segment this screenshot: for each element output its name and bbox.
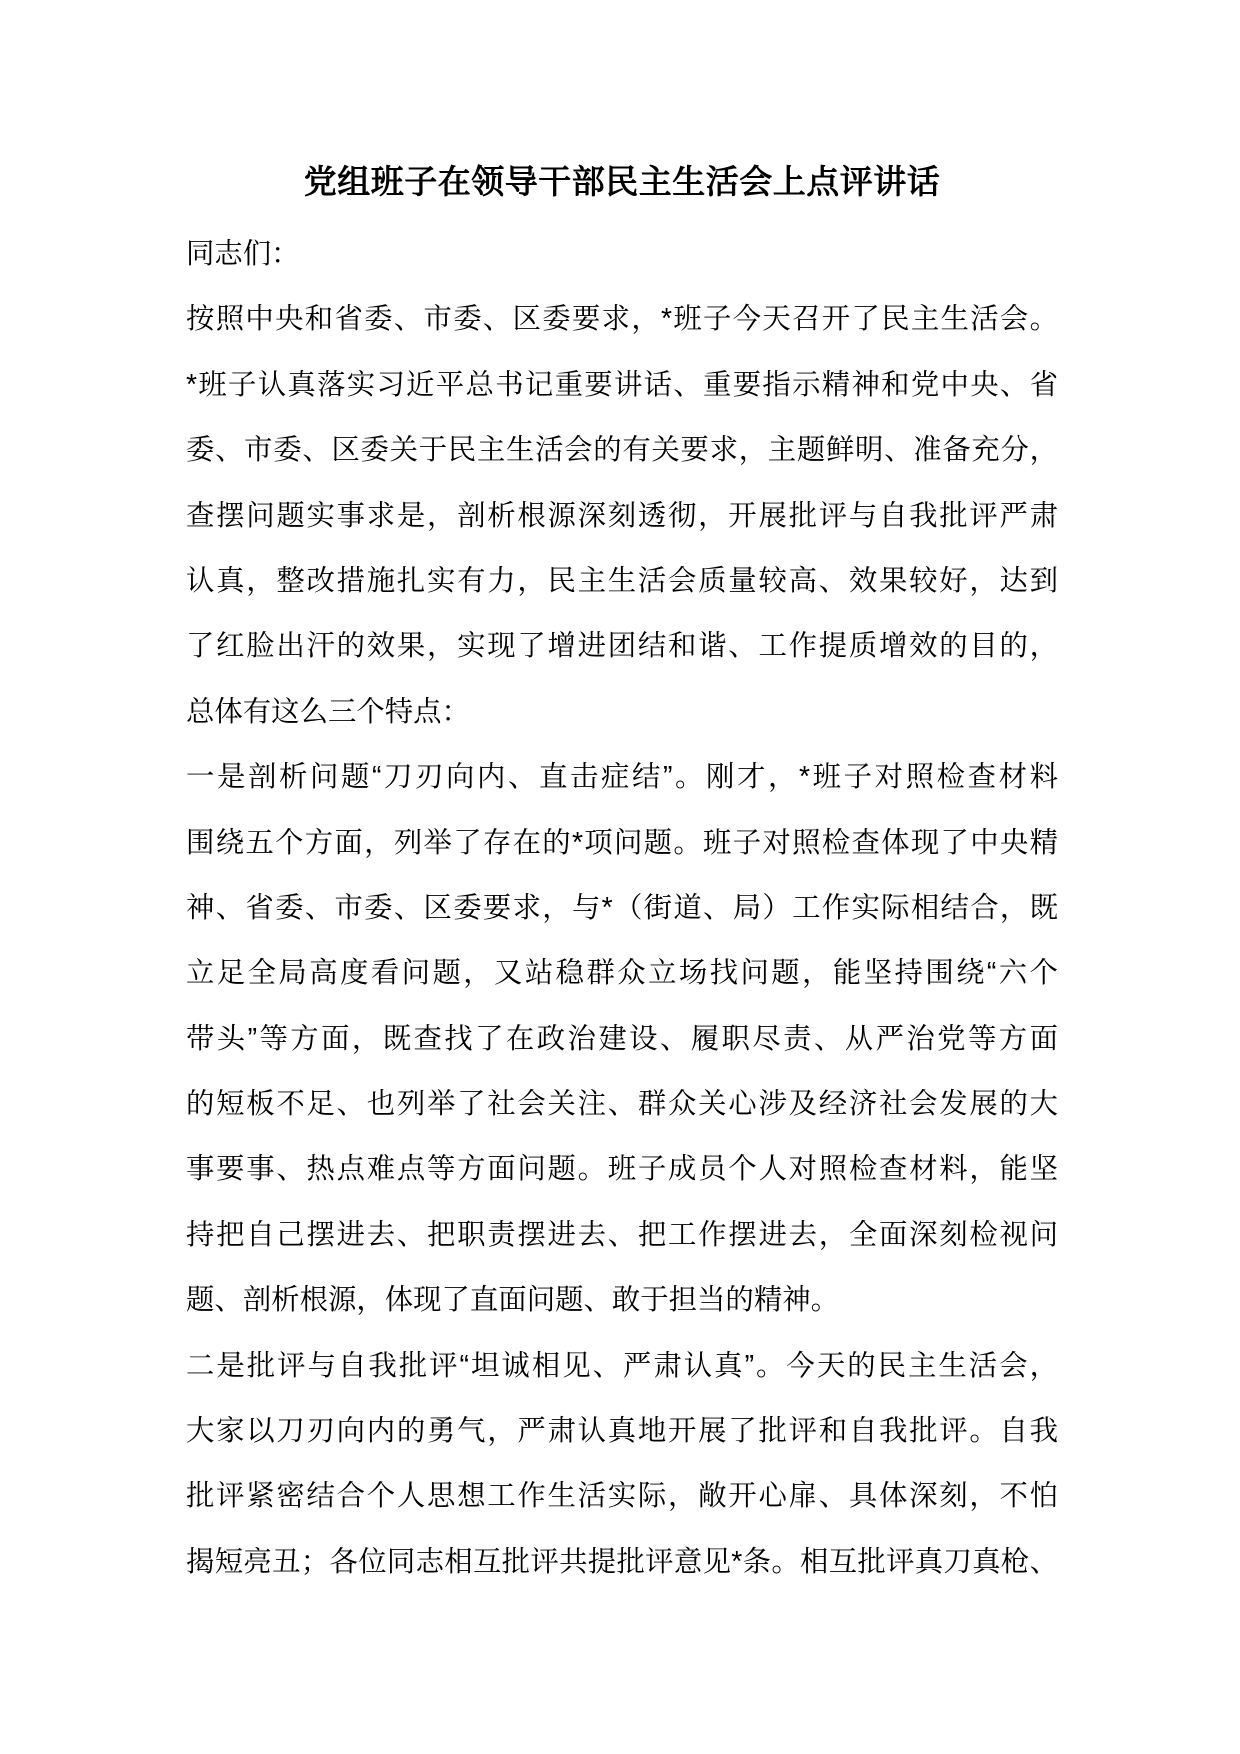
document-body	[186, 222, 1058, 1595]
document-line: 题、剖析根源，体现了直面问题、敢于担当的精神。	[186, 1284, 839, 1317]
document-line: *班子认真落实习近平总书记重要讲话、重要指示精神和党中央、省	[186, 368, 1058, 401]
document-line: 批评紧密结合个人思想工作生活实际，敞开心扉、具体深刻，不怕	[186, 1480, 1058, 1513]
document-line: 持把自己摆进去、把职责摆进去、把工作摆进去，全面深刻检视问	[186, 1218, 1058, 1251]
document-line: 带头”等方面，既查找了在政治建设、履职尽责、从严治党等方面	[186, 1022, 1058, 1055]
document-line: 认真，整改措施扎实有力，民主生活会质量较高、效果较好，达到	[186, 564, 1058, 597]
document-line: 同志们：	[186, 238, 300, 270]
document-line: 委、市委、区委关于民主生活会的有关要求，主题鲜明、准备充分，	[186, 434, 1058, 467]
document-line: 的短板不足、也列举了社会关注、群众关心涉及经济社会发展的大	[186, 1088, 1058, 1121]
paragraph	[186, 287, 1058, 745]
paragraph	[186, 222, 1058, 287]
document-line: 二是批评与自我批评“坦诚相见、严肃认真”。今天的民主生活会，	[186, 1349, 1058, 1382]
document-line: 总体有这么三个特点：	[186, 695, 470, 728]
document-line: 一是剖析问题“刀刃向内、直击症结”。刚才，*班子对照检查材料	[186, 761, 1058, 794]
document-line: 大家以刀刃向内的勇气，严肃认真地开展了批评和自我批评。自我	[186, 1415, 1058, 1448]
document-line: 查摆问题实事求是，剖析根源深刻透彻，开展批评与自我批评严肃	[186, 499, 1058, 532]
paragraph	[186, 745, 1058, 1334]
document-line: 神、省委、市委、区委要求，与*（街道、局）工作实际相结合，既	[186, 891, 1058, 924]
document-line: 按照中央和省委、市委、区委要求，*班子今天召开了民主生活会。	[186, 303, 1058, 336]
document-title: 党组班子在领导干部民主生活会上点评讲话	[303, 163, 941, 200]
document-line: 围绕五个方面，列举了存在的*项问题。班子对照检查体现了中央精	[186, 826, 1058, 859]
document-line: 揭短亮丑；各位同志相互批评共提批评意见*条。相互批评真刀真枪、	[186, 1545, 1058, 1578]
document-line: 事要事、热点难点等方面问题。班子成员个人对照检查材料，能坚	[186, 1153, 1058, 1186]
paragraph	[186, 1334, 1058, 1596]
document-line: 了红脸出汗的效果，实现了增进团结和谐、工作提质增效的目的，	[186, 630, 1058, 663]
document-line: 立足全局高度看问题，又站稳群众立场找问题，能坚持围绕“六个	[186, 957, 1058, 990]
document	[186, 148, 1058, 1595]
